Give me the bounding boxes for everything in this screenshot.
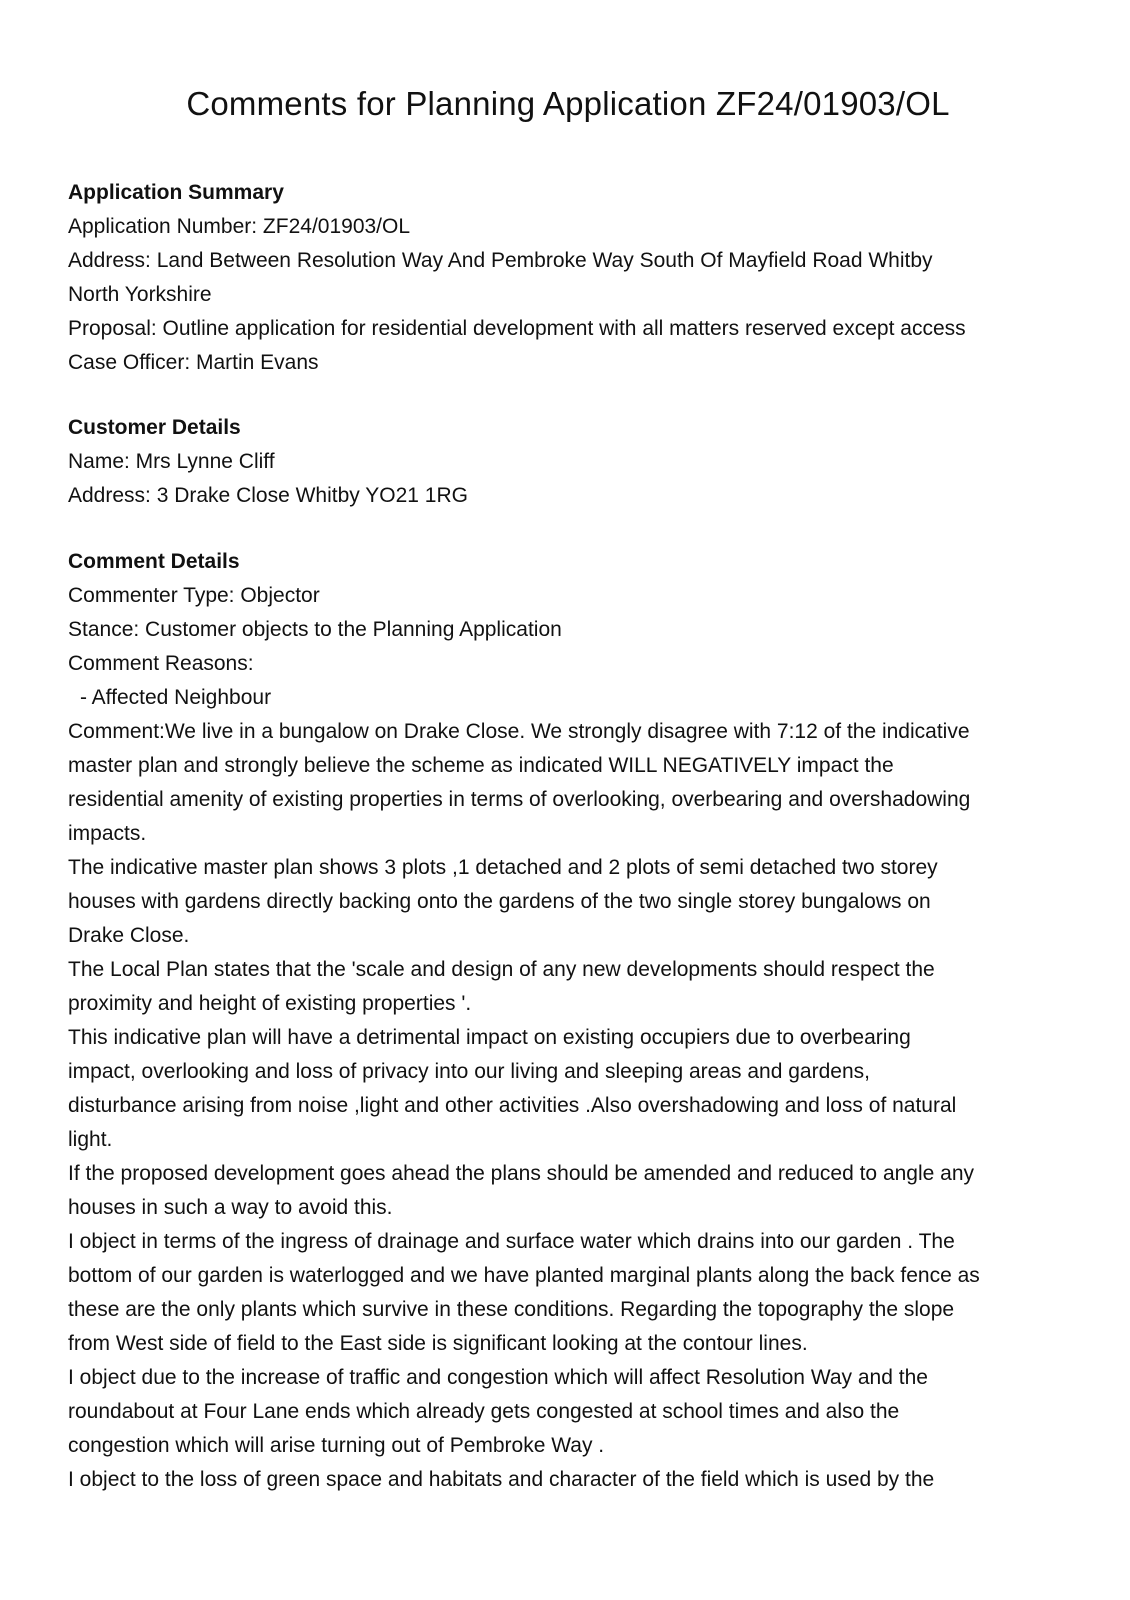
comment-line: I object due to the increase of traffic and congestion which will affect Resolution Way and the xyxy=(68,1366,928,1389)
comment-line: disturbance arising from noise ,light and other activities .Also overshadowing and loss of natural xyxy=(68,1094,957,1117)
comment-line: from West side of field to the East side is significant looking at the contour lines. xyxy=(68,1332,808,1355)
comment-line: impact, overlooking and loss of privacy into our living and sleeping areas and gardens, xyxy=(68,1060,870,1083)
comment-line: light. xyxy=(68,1128,113,1151)
comment-line: roundabout at Four Lane ends which already gets congested at school times and also the xyxy=(68,1400,900,1423)
summary-line: Address: Land Between Resolution Way And Pembroke Way South Of Mayfield Road Whitby xyxy=(68,249,933,272)
comment-line: houses with gardens directly backing onto the gardens of the two single storey bungalows on xyxy=(68,890,931,913)
application-summary-section xyxy=(68,176,1068,380)
section-heading: Customer Details xyxy=(68,416,241,439)
comment-line: I object in terms of the ingress of drainage and surface water which drains into our garden . The xyxy=(68,1230,955,1253)
comment-line: The Local Plan states that the 'scale and design of any new developments should respect the xyxy=(68,958,935,981)
comment-line: proximity and height of existing properties '. xyxy=(68,992,472,1015)
customer-line: Address: 3 Drake Close Whitby YO21 1RG xyxy=(68,484,468,507)
comment-line: This indicative plan will have a detrimental impact on existing occupiers due to overbearing xyxy=(68,1026,911,1049)
customer-details-section xyxy=(68,411,1068,513)
page-title: Comments for Planning Application ZF24/01903/OL xyxy=(186,85,950,122)
summary-line: Case Officer: Martin Evans xyxy=(68,351,319,374)
summary-line: Application Number: ZF24/01903/OL xyxy=(68,215,411,238)
comment-line: I object to the loss of green space and habitats and character of the field which is used by the xyxy=(68,1468,935,1491)
comment-line: bottom of our garden is waterlogged and we have planted marginal plants along the back fence as xyxy=(68,1264,980,1287)
comment-line: impacts. xyxy=(68,822,147,845)
comment-line: Commenter Type: Objector xyxy=(68,584,320,607)
comment-line: Comment Reasons: xyxy=(68,652,254,675)
comment-line: master plan and strongly believe the scheme as indicated WILL NEGATIVELY impact the xyxy=(68,754,894,777)
customer-line: Name: Mrs Lynne Cliff xyxy=(68,450,275,473)
comment-line: Stance: Customer objects to the Planning Application xyxy=(68,618,562,641)
summary-line: North Yorkshire xyxy=(68,283,212,306)
comment-line: houses in such a way to avoid this. xyxy=(68,1196,393,1219)
comment-reason-item: - Affected Neighbour xyxy=(80,686,272,709)
comment-line: residential amenity of existing properties in terms of overlooking, overbearing and overshadowing xyxy=(68,788,971,811)
comment-line: Drake Close. xyxy=(68,924,190,947)
section-heading: Comment Details xyxy=(68,550,240,573)
comment-line: If the proposed development goes ahead the plans should be amended and reduced to angle any xyxy=(68,1162,975,1185)
comment-line: congestion which will arise turning out of Pembroke Way . xyxy=(68,1434,605,1457)
summary-line: Proposal: Outline application for residential development with all matters reserved except access xyxy=(68,317,966,340)
comment-line: Comment:We live in a bungalow on Drake Close. We strongly disagree with 7:12 of the indicative xyxy=(68,720,970,743)
section-heading: Application Summary xyxy=(68,181,284,204)
comment-details-section xyxy=(68,545,1068,1497)
comment-line: The indicative master plan shows 3 plots ,1 detached and 2 plots of semi detached two storey xyxy=(68,856,938,879)
comment-line: these are the only plants which survive in these conditions. Regarding the topography the slope xyxy=(68,1298,955,1321)
